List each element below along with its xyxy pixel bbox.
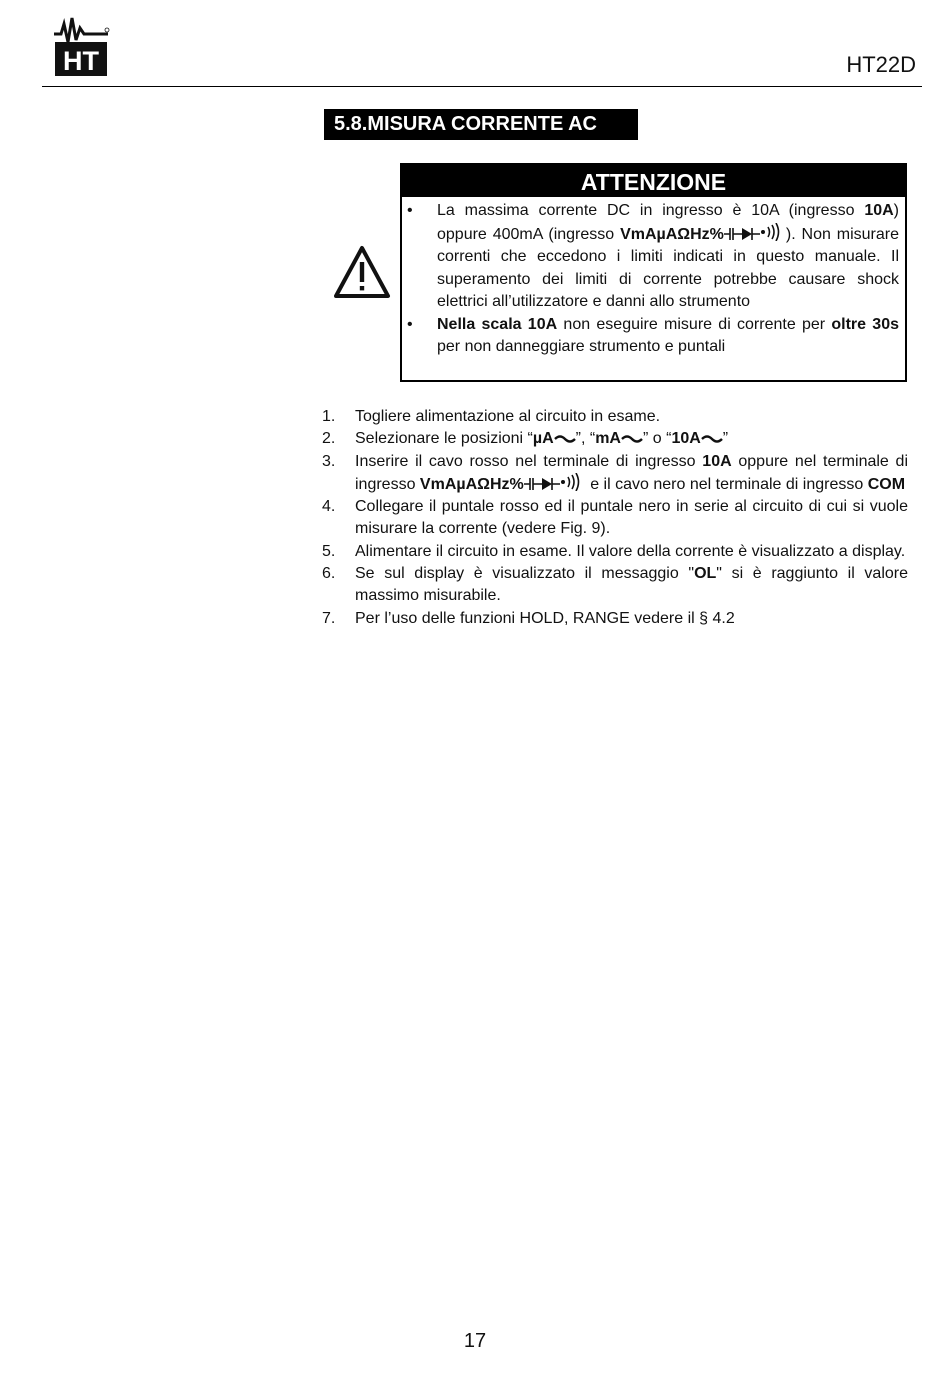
capacitor-diode-continuity-icon [724,223,786,241]
step-item: 7. Per l’uso delle funzioni HOLD, RANGE vedere il § 4.2 [322,609,735,627]
step-item: 2. Selezionare le posizioni “µA ”, “mA ” o “10A ” [322,430,729,448]
page-number: 17 [463,1330,487,1352]
header-divider [42,86,922,87]
input-terminal-label: VmAµAΩHz% [420,476,586,493]
ac-tilde-icon [701,433,723,445]
step-item: 5. Alimentare il circuito in esame. Il valore della corrente è visualizzato a display. [322,542,906,560]
warning-item: • Nella scala 10A non eseguire misure di corrente per oltre 30s per non danneggiare strumento e puntali [407,315,900,355]
logo-text: HT [63,46,99,76]
position-10a-ac: 10A [671,430,722,447]
ac-tilde-icon [621,433,643,445]
model-name: HT22D [846,52,916,77]
step-item: 3. Inserire il cavo rosso nel terminale di ingresso 10A oppure nel terminale di ingresso VmAµAΩHz% e il cavo nero nel terminale di ingresso COM [322,452,908,493]
capacitor-diode-continuity-icon [524,473,586,491]
warning-heading: ATTENZIONE [402,165,905,197]
procedure-steps [322,406,908,630]
ht-logo [52,12,110,78]
warning-box [400,163,907,382]
warning-list [402,197,905,359]
ac-tilde-icon [554,433,576,445]
section-title: 5.8.MISURA CORRENTE AC [324,109,638,140]
position-ma-ac: mA [595,430,643,447]
step-item: 6. Se sul display è visualizzato il messaggio "OL" si è raggiunto il valore massimo misurabile. [322,565,909,605]
input-terminal-label: VmAµAΩHz% [620,226,786,243]
warning-item: • La massima corrente DC in ingresso è 10A (ingresso 10A) oppure 400mA (ingresso VmAµAΩHz% ). Non misurare correnti che eccedono i limiti indicati in questo manuale. Il superamento dei limiti di corrente potrebbe causare shock elettrici all’utilizzatore e danni allo strumento [407,202,900,310]
position-ua-ac: µA [533,430,576,447]
bullet: • [407,315,413,333]
warning-triangle-icon [332,244,392,300]
bullet: • [407,202,413,219]
step-item: 4. Collegare il puntale rosso ed il puntale nero in serie al circuito di cui si vuole misurare la corrente (vedere Fig. 9). [322,498,908,538]
step-item: 1. Togliere alimentazione al circuito in esame. [322,408,661,425]
